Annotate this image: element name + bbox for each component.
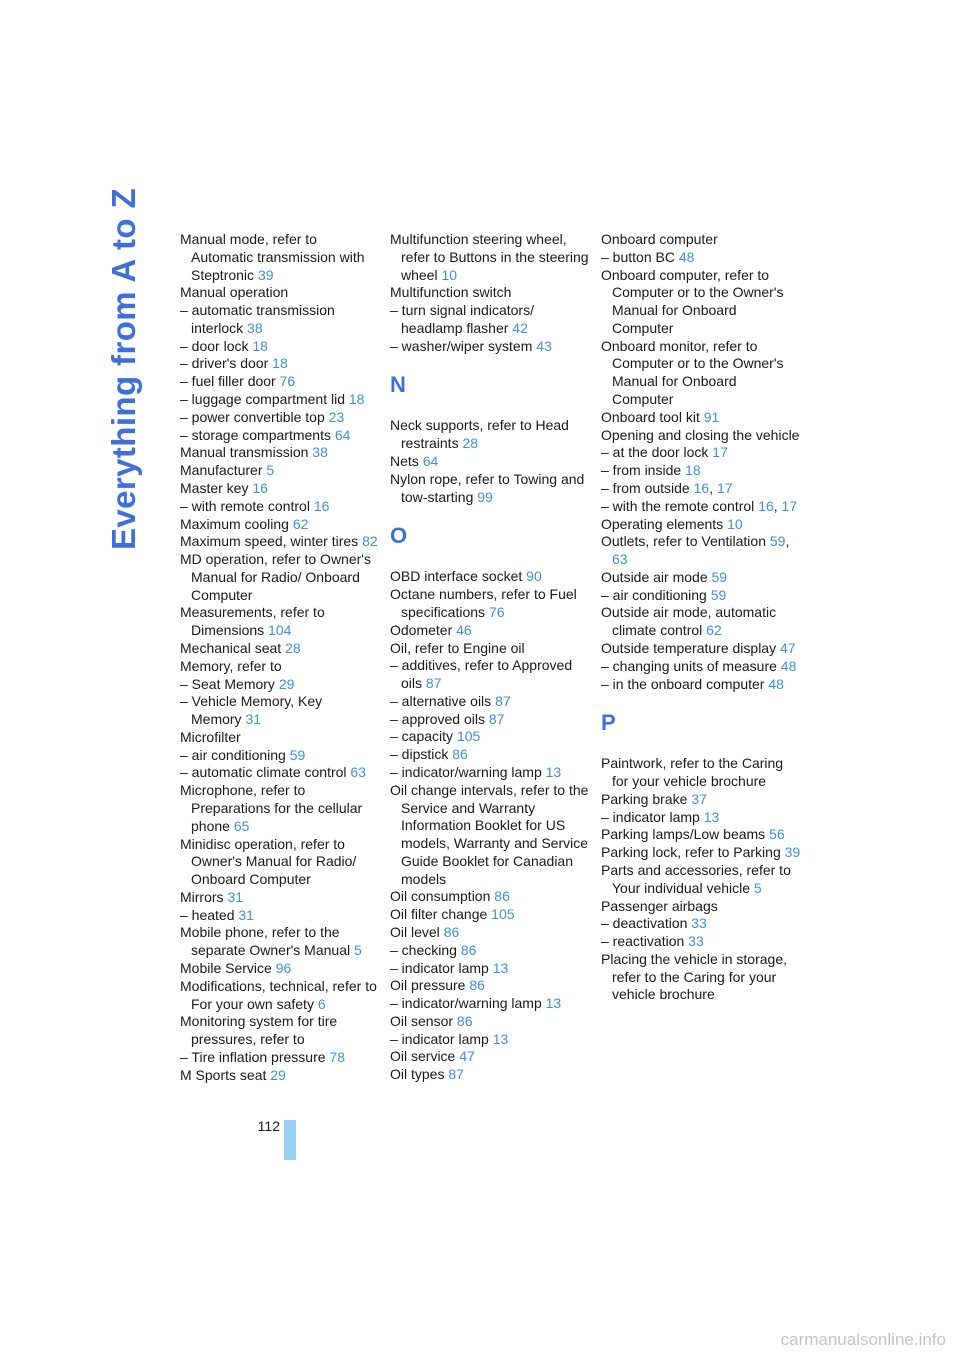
page-ref-link[interactable]: 33	[688, 933, 704, 950]
page-ref-link[interactable]: 38	[312, 444, 328, 461]
index-entry-text: – washer/wiper system	[390, 337, 533, 354]
index-entry-text: Onboard monitor, refer to Computer or to the Owner's Manual for Onboard Computer	[601, 337, 784, 408]
index-entry-text: Manufacturer	[180, 462, 263, 479]
index-entry	[601, 791, 801, 809]
index-entry	[390, 471, 590, 507]
index-entry	[390, 924, 590, 942]
index-entry	[390, 453, 590, 471]
page-ref-link[interactable]: 23	[328, 408, 345, 425]
index-entry-text: Monitoring system for tire pressures, refer to	[180, 1013, 338, 1048]
index-entry-text: Parking brake	[601, 790, 688, 807]
index-entry	[180, 498, 380, 516]
page-ref-link[interactable]: 16	[693, 479, 710, 496]
index-entry	[390, 231, 590, 284]
index-entry-text: – indicator lamp	[390, 959, 489, 976]
index-entry-text: Operating elements	[601, 515, 724, 532]
page-ref-link[interactable]: 86	[456, 1012, 473, 1029]
page-ref-link[interactable]: 16	[313, 497, 330, 514]
index-entry	[390, 586, 590, 622]
index-entry-text: – Seat Memory	[180, 675, 275, 692]
page-ref-link[interactable]: 17	[781, 497, 798, 514]
page-ref-link[interactable]: 29	[270, 1066, 286, 1083]
page-ref-link[interactable]: 5	[353, 942, 362, 959]
page-ref-link[interactable]: 62	[706, 622, 722, 639]
index-entry	[180, 640, 380, 658]
index-entry	[390, 960, 590, 978]
index-entry-text: Onboard computer, refer to Computer or to the Owner's Manual for Onboard Computer	[601, 266, 784, 336]
index-entry	[601, 809, 801, 827]
page-ref-separator: ,	[773, 497, 782, 514]
page-ref-link[interactable]: 104	[268, 622, 292, 639]
index-entry-text: M Sports seat	[180, 1066, 267, 1083]
index-entry-text: Manual mode, refer to Automatic transmission with Steptronic	[180, 231, 365, 283]
index-entry-text: Odometer	[390, 621, 453, 638]
page-number: 112	[257, 1118, 280, 1134]
index-entry	[390, 1013, 590, 1031]
page-ref-link[interactable]: 64	[334, 426, 351, 443]
index-entry	[390, 977, 590, 995]
index-entry-text: Maximum speed, winter tires	[180, 533, 359, 550]
page-ref-link[interactable]: 29	[278, 675, 295, 692]
index-entry	[390, 906, 590, 924]
index-entry-text: Outside temperature display	[601, 639, 777, 656]
index-entry-text: Manual operation	[180, 284, 289, 301]
index-entry-text: – from outside	[601, 479, 690, 496]
page-ref-link[interactable]: 105	[456, 728, 481, 745]
index-entry-text: Opening and closing the vehicle	[601, 426, 800, 443]
index-entry	[180, 978, 380, 1014]
page-ref-link[interactable]: 28	[285, 639, 301, 656]
index-entry	[390, 693, 590, 711]
index-entry	[601, 409, 801, 427]
index-entry	[180, 444, 380, 462]
page-ref-link[interactable]: 90	[526, 568, 542, 585]
page-ref-link[interactable]: 18	[348, 391, 365, 408]
page-ref-link[interactable]: 13	[703, 808, 720, 825]
index-entry-text: Mirrors	[180, 888, 224, 905]
index-entry-text: – indicator lamp	[390, 1030, 489, 1047]
index-entry-text: – Tire inflation pressure	[180, 1048, 326, 1065]
index-entry	[180, 658, 380, 676]
page-ref-link[interactable]: 31	[227, 888, 244, 905]
index-entry-text: – storage compartments	[180, 426, 331, 443]
index-entry	[180, 231, 380, 284]
index-entry-text: – air conditioning	[601, 586, 707, 603]
page-ref-link[interactable]: 78	[329, 1048, 345, 1065]
index-entry	[601, 533, 801, 569]
index-entry-text: Modifications, technical, refer to For your own safety	[180, 977, 377, 1012]
index-entry-text: Oil, refer to Engine oil	[390, 639, 525, 656]
index-entry	[180, 924, 380, 960]
index-entry-text: – approved oils	[390, 710, 485, 727]
page-ref-link[interactable]: 16	[252, 479, 268, 496]
index-entry-text: Mobile Service	[180, 960, 272, 977]
page-ref-link[interactable]: 17	[716, 479, 733, 496]
index-entry	[180, 747, 380, 765]
page-ref-link[interactable]: 28	[462, 435, 479, 452]
page-ref-link[interactable]: 33	[691, 915, 707, 932]
index-entry-text: Neck supports, refer to Head restraints	[390, 417, 569, 452]
page-ref-link[interactable]: 46	[456, 621, 472, 638]
index-entry-text: – air conditioning	[180, 746, 286, 763]
index-entry-text: Outside air mode	[601, 568, 708, 585]
index-entry-text: Parts and accessories, refer to Your individual vehicle	[601, 862, 791, 896]
index-entry-text: Oil level	[390, 924, 440, 940]
index-entry-text: OBD interface socket	[390, 568, 523, 585]
page-ref-link[interactable]: 86	[452, 746, 468, 763]
index-entry	[180, 729, 380, 747]
index-entry	[601, 862, 801, 898]
index-entry	[180, 889, 380, 907]
index-entry	[180, 960, 380, 978]
page-ref-separator: ,	[785, 533, 790, 550]
index-entry-text: – luggage compartment lid	[180, 391, 345, 408]
index-entry	[601, 826, 801, 844]
index-entry	[601, 498, 801, 516]
index-entry	[390, 284, 590, 302]
index-entry	[180, 480, 380, 498]
index-entry	[180, 693, 380, 729]
page-ref-link[interactable]: 76	[488, 603, 505, 620]
index-entry	[601, 755, 801, 791]
page-ref-link[interactable]: 86	[469, 977, 485, 994]
index-entry	[180, 1067, 380, 1085]
index-entry	[601, 604, 801, 640]
page-ref-link[interactable]: 48	[780, 657, 797, 674]
index-entry-text: Parking lock, refer to Parking	[601, 844, 781, 861]
index-entry	[601, 427, 801, 445]
index-entry	[180, 764, 380, 782]
index-entry-text: Measurements, refer to Dimensions	[180, 604, 325, 639]
page-ref-link[interactable]: 99	[477, 488, 493, 505]
page-ref-link[interactable]: 13	[492, 1030, 509, 1047]
index-entry-text: Multifunction switch	[390, 284, 512, 301]
index-entry	[180, 533, 380, 551]
page-ref-link[interactable]: 96	[275, 960, 292, 977]
page-ref-link[interactable]: 31	[238, 906, 254, 923]
index-entry	[390, 764, 590, 782]
index-entry-text: – changing units of measure	[601, 657, 777, 674]
index-entry	[390, 1066, 590, 1084]
index-entry	[601, 898, 801, 916]
index-column-1	[180, 231, 380, 1085]
index-entry	[601, 516, 801, 534]
index-entry-text: – power convertible top	[180, 408, 325, 425]
page-ref-link[interactable]: 31	[245, 711, 262, 728]
index-entry	[180, 284, 380, 302]
index-entry	[601, 267, 801, 338]
index-entry	[601, 951, 801, 1004]
page-ref-link[interactable]: 39	[784, 844, 801, 861]
page-ref-link[interactable]: 86	[494, 888, 510, 905]
page-ref-link[interactable]: 10	[441, 266, 458, 283]
section-letter-p: P	[601, 710, 616, 736]
index-entry-text: – checking	[390, 941, 457, 958]
index-entry-text: Mechanical seat	[180, 639, 282, 656]
index-entry-text: – indicator lamp	[601, 808, 700, 825]
index-entry	[180, 338, 380, 356]
index-entry	[601, 844, 801, 862]
page-ref-separator: ,	[709, 479, 717, 496]
page-ref-link[interactable]: 87	[488, 710, 505, 727]
page-ref-link[interactable]: 17	[712, 444, 728, 461]
index-entry	[180, 907, 380, 925]
index-entry	[180, 1049, 380, 1067]
index-entry-text: Maximum cooling	[180, 515, 289, 532]
index-entry-text: – dipstick	[390, 746, 449, 763]
index-entry	[180, 551, 380, 604]
page-ref-link[interactable]: 6	[317, 995, 326, 1012]
index-entry-text: Minidisc operation, refer to Owner's Manual for Radio/ Onboard Computer	[180, 835, 357, 888]
index-entry	[180, 373, 380, 391]
page-ref-link[interactable]: 48	[768, 675, 784, 692]
index-entry-text: Oil consumption	[390, 888, 491, 905]
index-entry	[601, 640, 801, 658]
index-entry-text: Outside air mode, automatic climate control	[601, 604, 777, 639]
index-entry-text: Multifunction steering wheel, refer to Buttons in the steering wheel	[390, 231, 589, 283]
index-entry	[180, 302, 380, 338]
index-entry	[601, 231, 801, 249]
page-ref-link[interactable]: 87	[448, 1066, 464, 1083]
index-entry	[390, 746, 590, 764]
index-entry-text: Mobile phone, refer to the separate Owner's Manual	[180, 924, 351, 959]
page-ref-link[interactable]: 13	[545, 763, 562, 780]
index-entry-text: Outlets, refer to Ventilation	[601, 533, 766, 550]
index-entry-text: Onboard computer	[601, 231, 718, 247]
index-entry-text: – with remote control	[180, 497, 310, 514]
index-entry	[390, 995, 590, 1013]
page-ref-link[interactable]: 39	[257, 266, 274, 283]
page-ref-link[interactable]: 13	[545, 995, 562, 1012]
page-ref-link[interactable]: 13	[492, 959, 509, 976]
index-entry	[601, 915, 801, 933]
page-ref-link[interactable]: 91	[703, 408, 720, 425]
index-entry-text: – heated	[180, 906, 235, 923]
page-ref-link[interactable]: 37	[691, 790, 707, 807]
index-entry	[390, 568, 590, 586]
page-ref-link[interactable]: 10	[727, 515, 743, 532]
page-ref-link[interactable]: 65	[233, 817, 250, 834]
index-entry	[390, 782, 590, 889]
page-ref-link[interactable]: 64	[422, 453, 439, 470]
page-ref-link[interactable]: 38	[247, 319, 263, 336]
index-entry	[180, 409, 380, 427]
index-entry-text: – from inside	[601, 462, 682, 479]
index-column-2	[390, 231, 590, 1084]
index-entry	[180, 782, 380, 835]
index-entry-text: Microphone, refer to Preparations for the cellular phone	[180, 782, 363, 834]
index-entry	[601, 587, 801, 605]
index-entry	[180, 604, 380, 640]
index-entry-text: – door lock	[180, 337, 249, 354]
index-entry-text: Nylon rope, refer to Towing and tow-starting	[390, 470, 585, 505]
section-side-title: Everything from A to Z	[105, 187, 142, 550]
page-ref-link[interactable]: 18	[272, 355, 288, 372]
index-entry-text: – automatic climate control	[180, 764, 347, 781]
index-entry	[390, 942, 590, 960]
index-entry	[390, 888, 590, 906]
index-entry	[601, 462, 801, 480]
page-ref-link[interactable]: 42	[512, 319, 528, 336]
page-ref-link[interactable]: 18	[685, 462, 701, 479]
index-entry	[390, 1048, 590, 1066]
index-entry-text: Onboard tool kit	[601, 408, 700, 425]
page-ref-link[interactable]: 87	[495, 692, 511, 709]
page-ref-link[interactable]: 63	[350, 764, 366, 781]
index-entry-text: – alternative oils	[390, 692, 492, 709]
index-entry	[601, 444, 801, 462]
page-ref-link[interactable]: 86	[460, 941, 477, 958]
index-entry	[601, 569, 801, 587]
page-ref-link[interactable]: 59	[710, 586, 727, 603]
index-entry-text: Oil sensor	[390, 1012, 454, 1029]
index-entry-text: – additives, refer to Approved oils	[390, 657, 573, 692]
index-entry	[180, 355, 380, 373]
index-entry	[390, 1031, 590, 1049]
index-entry	[180, 516, 380, 534]
index-entry-text: Oil types	[390, 1066, 445, 1083]
index-entry-text: Oil filter change	[390, 906, 488, 923]
index-entry-text: Paintwork, refer to the Caring for your vehicle brochure	[601, 755, 784, 790]
index-entry	[180, 462, 380, 480]
index-entry-text: – fuel filler door	[180, 373, 276, 390]
page-ref-link[interactable]: 59	[289, 746, 306, 763]
index-entry	[601, 933, 801, 951]
index-entry	[390, 338, 590, 356]
index-entry	[601, 658, 801, 676]
index-entry	[180, 1013, 380, 1049]
index-entry-text: Placing the vehicle in storage, refer to the Caring for your vehicle brochure	[601, 950, 787, 1003]
page-ref-link[interactable]: 56	[769, 826, 785, 843]
page-accent-bar	[284, 1120, 296, 1160]
index-entry-text: – in the onboard computer	[601, 675, 765, 692]
index-entry-text: Microfilter	[180, 728, 241, 745]
index-entry-text: – turn signal indicators/ headlamp flasher	[390, 302, 534, 336]
index-entry-text: Oil change intervals, refer to the Service and Warranty Information Booklet for US models, Warranty and Service Guide Booklet for Canadian models	[390, 781, 589, 887]
watermark: carmanualsonline.info	[780, 1330, 946, 1349]
index-column-3	[601, 231, 801, 1004]
index-entry-text: Parking lamps/Low beams	[601, 826, 766, 843]
index-entry-text: – with the remote control	[601, 497, 755, 514]
index-entry	[180, 836, 380, 889]
index-entry	[601, 480, 801, 498]
index-entry	[390, 657, 590, 693]
index-entry	[601, 338, 801, 409]
index-entry	[390, 302, 590, 338]
index-entry-text: – indicator/warning lamp	[390, 763, 542, 780]
page-ref-link[interactable]: 59	[711, 568, 728, 585]
index-entry-text: – capacity	[390, 728, 454, 745]
index-entry-text: Nets	[390, 453, 419, 470]
index-entry	[180, 427, 380, 445]
index-entry	[180, 676, 380, 694]
page-ref-link[interactable]: 43	[536, 337, 552, 354]
page-ref-link[interactable]: 82	[362, 533, 378, 550]
page-ref-link[interactable]: 63	[612, 551, 628, 568]
index-entry-text: – driver's door	[180, 355, 269, 372]
index-entry	[390, 622, 590, 640]
section-letter-o: O	[390, 523, 408, 549]
index-entry	[390, 640, 590, 658]
index-entry-text: Master key	[180, 479, 249, 496]
section-letter-n: N	[390, 372, 406, 398]
index-entry-text: Octane numbers, refer to Fuel specifications	[390, 586, 577, 620]
index-entry	[390, 711, 590, 729]
page-ref-link[interactable]: 47	[459, 1048, 475, 1065]
page-ref-link[interactable]: 62	[292, 515, 309, 532]
index-entry-text: – reactivation	[601, 933, 685, 950]
page-ref-link[interactable]: 16	[758, 497, 774, 514]
page-ref-link[interactable]: 59	[769, 533, 786, 550]
index-entry-text: Memory, refer to	[180, 657, 282, 674]
index-entry-text: – automatic transmission interlock	[180, 302, 335, 336]
index-entry	[390, 417, 590, 453]
page-ref-link[interactable]: 5	[266, 462, 275, 479]
index-entry-text: – deactivation	[601, 915, 688, 932]
index-entry	[390, 728, 590, 746]
index-entry	[601, 249, 801, 267]
page-ref-link[interactable]: 86	[443, 924, 460, 940]
index-entry-text: Manual transmission	[180, 444, 309, 461]
index-entry-text: Oil pressure	[390, 977, 466, 994]
index-entry-text: – Vehicle Memory, Key Memory	[180, 693, 323, 728]
page-ref-link[interactable]: 18	[252, 337, 268, 354]
page-ref-link[interactable]: 87	[425, 675, 442, 692]
index-entry-text: Oil service	[390, 1048, 456, 1065]
index-entry-text: – at the door lock	[601, 444, 709, 461]
index-entry	[180, 391, 380, 409]
index-entry-text: Passenger airbags	[601, 897, 718, 914]
page-ref-link[interactable]: 105	[491, 906, 515, 923]
page-ref-link[interactable]: 5	[753, 879, 762, 896]
index-entry-text: MD operation, refer to Owner's Manual for Radio/ Onboard Computer	[180, 551, 371, 603]
index-entry	[601, 676, 801, 694]
index-entry-text: – indicator/warning lamp	[390, 995, 542, 1012]
page-ref-link[interactable]: 48	[678, 248, 695, 265]
page-ref-link[interactable]: 47	[779, 639, 796, 656]
index-entry-text: – button BC	[601, 248, 675, 265]
page-ref-link[interactable]: 76	[279, 373, 296, 390]
